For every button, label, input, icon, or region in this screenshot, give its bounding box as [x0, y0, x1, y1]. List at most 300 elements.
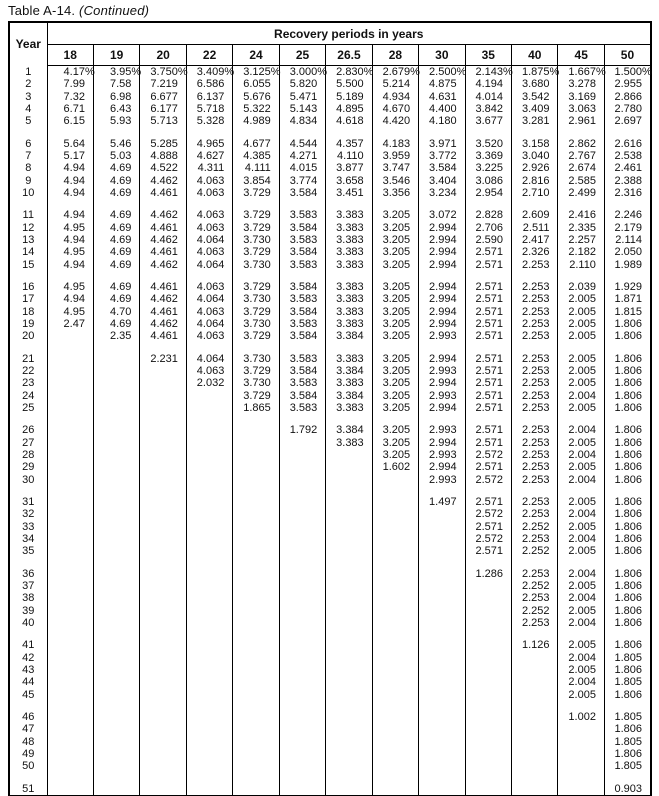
spacer-cell: [93, 343, 139, 353]
rate-cell: 2.005: [558, 318, 604, 330]
spacer-cell: [233, 127, 279, 137]
rate-cell: [233, 568, 279, 580]
rate-cell: 3.729: [233, 330, 279, 342]
year-label: 41: [22, 639, 35, 652]
rate-cell: 4.271: [279, 150, 325, 162]
rate-cell: 1.806: [604, 474, 651, 486]
rate-cell: [326, 760, 372, 772]
spacer-cell: [326, 127, 372, 137]
rate-cell: 2.005: [558, 689, 604, 701]
spacer-cell: [47, 127, 93, 137]
year-label: 14: [22, 246, 35, 259]
rate-cell: [47, 664, 93, 676]
rate-cell: 2.005: [558, 402, 604, 414]
rate-cell: [186, 783, 232, 796]
rate-cell: 3.278: [558, 78, 604, 90]
rate-cell: 4.462: [140, 209, 186, 221]
rate-cell: 4.111: [233, 162, 279, 174]
spacer-cell: [558, 199, 604, 209]
rate-cell: [372, 760, 418, 772]
rate-cell: [419, 580, 465, 592]
rate-cell: 4.94: [47, 293, 93, 305]
rate-cell: [233, 461, 279, 473]
rate-cell: 3.383: [326, 246, 372, 258]
rate-cell: [512, 760, 558, 772]
rate-cell: 2.572: [465, 533, 511, 545]
rate-cell: [279, 748, 325, 760]
rate-cell: [233, 508, 279, 520]
rate-cell: 2.253: [512, 353, 558, 365]
year-row-32: [9, 508, 651, 520]
rate-cell: [186, 508, 232, 520]
spacer-cell: [604, 701, 651, 711]
rate-cell: [419, 760, 465, 772]
group-spacer-row: [9, 558, 651, 568]
year-row-36: [9, 568, 651, 580]
rate-cell: [140, 449, 186, 461]
rate-cell: 2.500%: [419, 66, 465, 79]
rate-cell: 1.815: [604, 306, 651, 318]
year-row-25: [9, 402, 651, 414]
year-row-15: [9, 259, 651, 271]
rate-cell: [419, 592, 465, 604]
rate-cell: [47, 676, 93, 688]
year-row-21: [9, 353, 651, 365]
rate-cell: [140, 496, 186, 508]
rate-cell: 4.69: [93, 318, 139, 330]
rate-cell: 2.032: [186, 377, 232, 389]
rate-cell: [558, 760, 604, 772]
rate-cell: 2.585: [558, 175, 604, 187]
spacer-cell: [512, 271, 558, 281]
rate-cell: 6.137: [186, 91, 232, 103]
year-row-3: [9, 91, 651, 103]
rate-cell: 3.384: [326, 390, 372, 402]
rate-cell: 1.871: [604, 293, 651, 305]
spacer-cell: [279, 199, 325, 209]
table-header: [9, 22, 651, 66]
spacer-cell: [233, 629, 279, 639]
recovery-period-26-5: 26.5: [326, 45, 372, 66]
rate-cell: 2.253: [512, 496, 558, 508]
rate-cell: [465, 723, 511, 735]
spacer-cell: [326, 199, 372, 209]
rate-cell: 2.571: [465, 521, 511, 533]
rate-cell: 1.602: [372, 461, 418, 473]
rate-cell: 2.253: [512, 533, 558, 545]
rate-cell: 7.99: [47, 78, 93, 90]
rate-cell: 1.806: [604, 521, 651, 533]
rate-cell: [93, 449, 139, 461]
rate-cell: [279, 461, 325, 473]
rate-cell: 2.866: [604, 91, 651, 103]
year-label: 6: [25, 137, 32, 150]
spacer-cell: [9, 127, 47, 137]
rate-cell: 2.182: [558, 246, 604, 258]
spacer-cell: [419, 414, 465, 424]
rate-cell: 2.004: [558, 676, 604, 688]
rate-cell: [279, 449, 325, 461]
rate-cell: [372, 736, 418, 748]
rate-cell: [47, 461, 93, 473]
spacer-cell: [326, 558, 372, 568]
rate-cell: 3.369: [465, 150, 511, 162]
rate-cell: [279, 496, 325, 508]
rate-cell: 2.993: [419, 474, 465, 486]
spacer-cell: [140, 486, 186, 496]
rate-cell: [233, 652, 279, 664]
rate-cell: 4.461: [140, 222, 186, 234]
year-label: 33: [22, 520, 35, 533]
rate-cell: 3.383: [326, 437, 372, 449]
rate-cell: [279, 652, 325, 664]
table-title: [8, 3, 659, 18]
rate-cell: 3.205: [372, 259, 418, 271]
rate-cell: 5.713: [140, 115, 186, 127]
spacer-cell: [47, 701, 93, 711]
rate-cell: 2.994: [419, 222, 465, 234]
rate-cell: [372, 689, 418, 701]
rate-cell: [372, 474, 418, 486]
rate-cell: [186, 449, 232, 461]
rate-cell: 2.679%: [372, 66, 418, 79]
rate-cell: [140, 424, 186, 436]
rate-cell: [279, 617, 325, 629]
rate-cell: 2.005: [558, 605, 604, 617]
rate-cell: 1.500%: [604, 66, 651, 79]
rate-cell: 2.511: [512, 222, 558, 234]
rate-cell: 2.767: [558, 150, 604, 162]
rate-cell: 4.357: [326, 138, 372, 150]
spacer-cell: [372, 127, 418, 137]
year-label: 13: [22, 233, 35, 246]
rate-cell: 2.253: [512, 377, 558, 389]
year-row-43: [9, 664, 651, 676]
spacer-cell: [9, 486, 47, 496]
rate-cell: [233, 605, 279, 617]
rate-cell: 3.584: [279, 390, 325, 402]
recovery-period-20: 20: [140, 45, 186, 66]
rate-cell: 3.205: [372, 293, 418, 305]
rate-cell: 2.926: [512, 162, 558, 174]
rate-cell: 3.583: [279, 209, 325, 221]
rate-cell: 3.677: [465, 115, 511, 127]
rate-cell: [326, 592, 372, 604]
spacer-cell: [512, 414, 558, 424]
rate-cell: 2.004: [558, 592, 604, 604]
rate-cell: 2.571: [465, 496, 511, 508]
rate-cell: 4.17%: [47, 66, 93, 79]
spacer-cell: [326, 414, 372, 424]
rate-cell: 2.994: [419, 259, 465, 271]
rate-cell: 2.005: [558, 580, 604, 592]
rate-cell: [372, 496, 418, 508]
rate-cell: [279, 736, 325, 748]
spacer-cell: [604, 199, 651, 209]
rate-cell: [93, 437, 139, 449]
spacer-cell: [279, 701, 325, 711]
rate-cell: 3.383: [326, 318, 372, 330]
year-row-29: [9, 461, 651, 473]
spacer-cell: [233, 701, 279, 711]
year-label: 42: [22, 651, 35, 664]
spacer-cell: [512, 199, 558, 209]
rate-cell: [186, 474, 232, 486]
rate-cell: 4.015: [279, 162, 325, 174]
year-label: 34: [22, 532, 35, 545]
rate-cell: 4.461: [140, 306, 186, 318]
rate-cell: [465, 748, 511, 760]
rate-cell: [465, 605, 511, 617]
rate-cell: [47, 783, 93, 796]
rate-cell: 3.383: [326, 353, 372, 365]
spacer-cell: [558, 127, 604, 137]
rate-cell: [279, 592, 325, 604]
rate-cell: 2.253: [512, 318, 558, 330]
rate-cell: [93, 461, 139, 473]
rate-cell: [233, 617, 279, 629]
rate-cell: [233, 711, 279, 723]
rate-cell: [93, 545, 139, 557]
rate-cell: [140, 461, 186, 473]
rate-cell: 2.571: [465, 545, 511, 557]
rate-cell: 5.64: [47, 138, 93, 150]
rate-cell: [558, 783, 604, 796]
rate-cell: 4.95: [47, 246, 93, 258]
rate-cell: [93, 424, 139, 436]
year-row-44: [9, 676, 651, 688]
rate-cell: [279, 760, 325, 772]
recovery-period-45: 45: [558, 45, 604, 66]
rate-cell: [93, 711, 139, 723]
rate-cell: 3.730: [233, 234, 279, 246]
rate-cell: [512, 736, 558, 748]
rate-cell: 3.205: [372, 402, 418, 414]
rate-cell: 1.806: [604, 592, 651, 604]
spacer-cell: [419, 558, 465, 568]
rate-cell: 4.69: [93, 175, 139, 187]
spacer-cell: [233, 486, 279, 496]
rate-cell: 2.955: [604, 78, 651, 90]
year-label: 11: [22, 209, 34, 222]
rate-cell: 4.69: [93, 187, 139, 199]
spacer-cell: [93, 773, 139, 783]
rate-cell: [186, 533, 232, 545]
rate-cell: 4.183: [372, 138, 418, 150]
rate-cell: 3.729: [233, 222, 279, 234]
rate-cell: 4.95: [47, 281, 93, 293]
year-row-1: [9, 66, 651, 79]
rate-cell: 2.253: [512, 390, 558, 402]
rate-cell: 4.69: [93, 293, 139, 305]
rate-cell: [186, 723, 232, 735]
rate-cell: [233, 449, 279, 461]
rate-cell: [186, 711, 232, 723]
rate-cell: [186, 402, 232, 414]
rate-cell: [465, 617, 511, 629]
year-row-31: [9, 496, 651, 508]
rate-cell: 3.584: [419, 162, 465, 174]
rate-cell: 4.385: [233, 150, 279, 162]
rate-cell: [419, 521, 465, 533]
rate-cell: 3.205: [372, 390, 418, 402]
rate-cell: [372, 545, 418, 557]
spacer-cell: [604, 343, 651, 353]
rate-cell: [372, 723, 418, 735]
year-label: 27: [22, 436, 35, 449]
rate-cell: [233, 437, 279, 449]
rate-value: 3.000: [289, 66, 318, 78]
recovery-period-25: 25: [279, 45, 325, 66]
rate-cell: 3.384: [326, 365, 372, 377]
rate-cell: [140, 390, 186, 402]
rate-cell: [326, 664, 372, 676]
spacer-cell: [604, 629, 651, 639]
rate-cell: 5.718: [186, 103, 232, 115]
rate-cell: 4.965: [186, 138, 232, 150]
spacer-cell: [47, 414, 93, 424]
rate-cell: 6.177: [140, 103, 186, 115]
rate-cell: [465, 689, 511, 701]
rate-cell: 1.792: [279, 424, 325, 436]
rate-cell: 4.064: [186, 318, 232, 330]
spacer-cell: [372, 629, 418, 639]
rate-cell: [47, 580, 93, 592]
spacer-cell: [93, 127, 139, 137]
rate-value: 1.875: [521, 66, 550, 78]
rate-cell: 4.462: [140, 259, 186, 271]
rate-cell: 2.993: [419, 330, 465, 342]
rate-value: 3.409: [196, 66, 225, 78]
year-row-9: [9, 175, 651, 187]
rate-cell: [419, 639, 465, 651]
rate-cell: [419, 545, 465, 557]
rate-cell: [47, 568, 93, 580]
year-row-8: [9, 162, 651, 174]
rate-cell: 5.328: [186, 115, 232, 127]
rate-cell: 2.252: [512, 580, 558, 592]
rate-cell: 3.234: [419, 187, 465, 199]
rate-cell: 2.830%: [326, 66, 372, 79]
year-row-20: [9, 330, 651, 342]
rate-cell: [140, 783, 186, 796]
rate-cell: [47, 689, 93, 701]
year-row-51: [9, 783, 651, 796]
rate-cell: [279, 521, 325, 533]
rate-cell: 2.572: [465, 508, 511, 520]
spacer-cell: [465, 701, 511, 711]
rate-cell: [465, 783, 511, 796]
rate-cell: 1.805: [604, 676, 651, 688]
spacer-cell: [186, 343, 232, 353]
rate-cell: 4.064: [186, 353, 232, 365]
rate-cell: 2.253: [512, 461, 558, 473]
rate-cell: 1.806: [604, 377, 651, 389]
rate-cell: 2.571: [465, 330, 511, 342]
rate-cell: 2.005: [558, 639, 604, 651]
rate-cell: 2.179: [604, 222, 651, 234]
rate-cell: 4.94: [47, 234, 93, 246]
rate-cell: 2.35: [93, 330, 139, 342]
rate-cell: 3.584: [279, 222, 325, 234]
spacer-cell: [140, 127, 186, 137]
spacer-cell: [186, 701, 232, 711]
rate-cell: 2.571: [465, 377, 511, 389]
rate-cell: 2.994: [419, 402, 465, 414]
year-row-18: [9, 306, 651, 318]
spacer-cell: [419, 486, 465, 496]
spacer-cell: [419, 343, 465, 353]
rate-cell: 3.584: [279, 281, 325, 293]
rate-cell: [279, 474, 325, 486]
rate-cell: [140, 580, 186, 592]
rate-cell: [465, 664, 511, 676]
rate-cell: 3.383: [326, 281, 372, 293]
rate-cell: [326, 652, 372, 664]
rate-cell: [47, 533, 93, 545]
rate-cell: [372, 605, 418, 617]
year-row-35: [9, 545, 651, 557]
rate-cell: 3.747: [372, 162, 418, 174]
rate-cell: [47, 592, 93, 604]
rate-cell: [419, 617, 465, 629]
rate-cell: [186, 390, 232, 402]
rate-cell: 2.994: [419, 306, 465, 318]
rate-cell: [93, 353, 139, 365]
rate-cell: 4.063: [186, 330, 232, 342]
rate-cell: 5.285: [140, 138, 186, 150]
year-row-11: [9, 209, 651, 221]
spacer-cell: [9, 558, 47, 568]
rate-cell: [140, 676, 186, 688]
rate-cell: 3.384: [326, 424, 372, 436]
rate-cell: [93, 533, 139, 545]
rate-cell: [93, 689, 139, 701]
spacer-cell: [140, 271, 186, 281]
year-label: 49: [22, 747, 35, 760]
rate-cell: 4.461: [140, 330, 186, 342]
year-label: 18: [22, 305, 35, 318]
spacer-cell: [9, 629, 47, 639]
spacer-cell: [326, 486, 372, 496]
rate-cell: 4.677: [233, 138, 279, 150]
rate-cell: 4.063: [186, 306, 232, 318]
year-label: 2: [25, 78, 32, 91]
spacer-cell: [465, 414, 511, 424]
group-spacer-row: [9, 773, 651, 783]
rate-cell: 3.750%: [140, 66, 186, 79]
spacer-cell: [233, 558, 279, 568]
rate-cell: 3.971: [419, 138, 465, 150]
rate-cell: 2.417: [512, 234, 558, 246]
rate-cell: [47, 449, 93, 461]
year-label: 29: [22, 461, 35, 474]
rate-cell: [279, 580, 325, 592]
group-spacer-row: [9, 629, 651, 639]
rate-cell: 2.993: [419, 365, 465, 377]
rate-cell: 3.729: [233, 246, 279, 258]
rate-cell: [140, 664, 186, 676]
spacer-cell: [512, 486, 558, 496]
rate-cell: 3.205: [372, 318, 418, 330]
rate-cell: 3.158: [512, 138, 558, 150]
rate-cell: 3.583: [279, 353, 325, 365]
rate-cell: 4.70: [93, 306, 139, 318]
rate-cell: [233, 521, 279, 533]
recovery-period-35: 35: [465, 45, 511, 66]
rate-cell: 4.875: [419, 78, 465, 90]
year-label: 48: [22, 735, 35, 748]
